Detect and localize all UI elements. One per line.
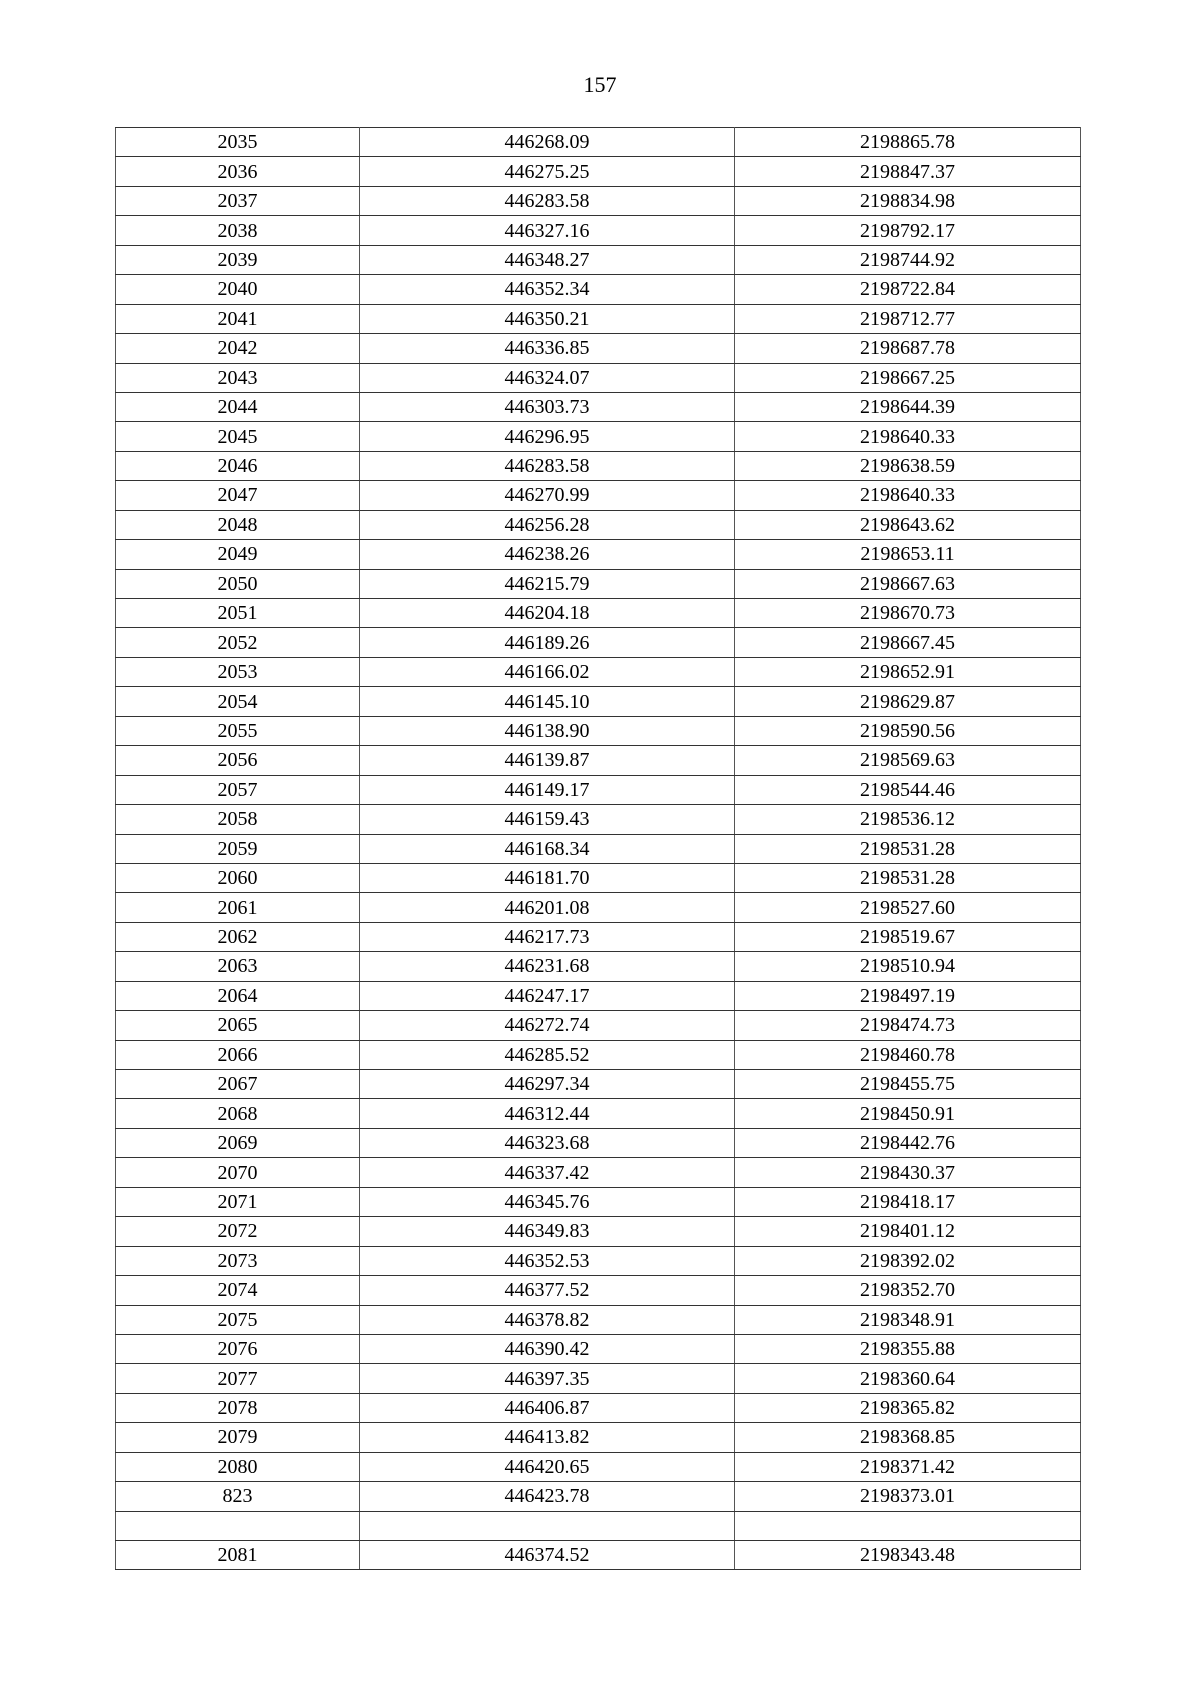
y-coordinate-cell: 2198531.28	[735, 834, 1081, 863]
y-coordinate-cell: 2198348.91	[735, 1305, 1081, 1334]
x-coordinate-cell: 446189.26	[360, 628, 735, 657]
x-coordinate-cell: 446413.82	[360, 1423, 735, 1452]
x-coordinate-cell: 446423.78	[360, 1482, 735, 1511]
x-coordinate-cell: 446352.53	[360, 1246, 735, 1275]
point-id-cell	[116, 1511, 360, 1540]
x-coordinate-cell: 446270.99	[360, 481, 735, 510]
point-id-cell: 2038	[116, 216, 360, 245]
table-row	[116, 922, 1081, 951]
y-coordinate-cell: 2198643.62	[735, 510, 1081, 539]
y-coordinate-cell: 2198722.84	[735, 275, 1081, 304]
point-id-cell: 2060	[116, 863, 360, 892]
x-coordinate-cell: 446303.73	[360, 392, 735, 421]
x-coordinate-cell: 446238.26	[360, 540, 735, 569]
table-row	[116, 657, 1081, 686]
table-row	[116, 775, 1081, 804]
table-row	[116, 1070, 1081, 1099]
y-coordinate-cell: 2198392.02	[735, 1246, 1081, 1275]
table-row	[116, 981, 1081, 1010]
table-row	[116, 863, 1081, 892]
table-row	[116, 1511, 1081, 1540]
y-coordinate-cell: 2198343.48	[735, 1541, 1081, 1570]
table-row	[116, 1128, 1081, 1157]
x-coordinate-cell: 446297.34	[360, 1070, 735, 1099]
point-id-cell: 2071	[116, 1187, 360, 1216]
x-coordinate-cell: 446324.07	[360, 363, 735, 392]
x-coordinate-cell: 446166.02	[360, 657, 735, 686]
table-row	[116, 363, 1081, 392]
point-id-cell: 2047	[116, 481, 360, 510]
y-coordinate-cell: 2198418.17	[735, 1187, 1081, 1216]
x-coordinate-cell: 446337.42	[360, 1158, 735, 1187]
y-coordinate-cell: 2198519.67	[735, 922, 1081, 951]
point-id-cell: 2068	[116, 1099, 360, 1128]
y-coordinate-cell: 2198360.64	[735, 1364, 1081, 1393]
y-coordinate-cell: 2198865.78	[735, 128, 1081, 157]
point-id-cell: 2044	[116, 392, 360, 421]
y-coordinate-cell: 2198450.91	[735, 1099, 1081, 1128]
x-coordinate-cell: 446256.28	[360, 510, 735, 539]
point-id-cell: 2046	[116, 451, 360, 480]
y-coordinate-cell: 2198638.59	[735, 451, 1081, 480]
coordinate-table	[115, 127, 1081, 1570]
table-row	[116, 746, 1081, 775]
x-coordinate-cell: 446145.10	[360, 687, 735, 716]
x-coordinate-cell: 446247.17	[360, 981, 735, 1010]
x-coordinate-cell: 446201.08	[360, 893, 735, 922]
x-coordinate-cell: 446283.58	[360, 186, 735, 215]
x-coordinate-cell: 446275.25	[360, 157, 735, 186]
point-id-cell: 2057	[116, 775, 360, 804]
x-coordinate-cell: 446397.35	[360, 1364, 735, 1393]
point-id-cell: 2045	[116, 422, 360, 451]
table-row	[116, 1334, 1081, 1363]
point-id-cell: 2074	[116, 1276, 360, 1305]
point-id-cell: 2075	[116, 1305, 360, 1334]
table-row	[116, 1187, 1081, 1216]
table-row	[116, 1276, 1081, 1305]
y-coordinate-cell: 2198569.63	[735, 746, 1081, 775]
y-coordinate-cell	[735, 1511, 1081, 1540]
x-coordinate-cell: 446348.27	[360, 245, 735, 274]
y-coordinate-cell: 2198442.76	[735, 1128, 1081, 1157]
y-coordinate-cell: 2198590.56	[735, 716, 1081, 745]
y-coordinate-cell: 2198368.85	[735, 1423, 1081, 1452]
x-coordinate-cell: 446231.68	[360, 952, 735, 981]
point-id-cell: 2069	[116, 1128, 360, 1157]
table-row	[116, 1364, 1081, 1393]
table-row	[116, 569, 1081, 598]
point-id-cell: 2059	[116, 834, 360, 863]
table-row	[116, 392, 1081, 421]
y-coordinate-cell: 2198536.12	[735, 805, 1081, 834]
table-row	[116, 1393, 1081, 1422]
x-coordinate-cell: 446327.16	[360, 216, 735, 245]
y-coordinate-cell: 2198667.63	[735, 569, 1081, 598]
point-id-cell: 2037	[116, 186, 360, 215]
x-coordinate-cell: 446390.42	[360, 1334, 735, 1363]
x-coordinate-cell: 446283.58	[360, 451, 735, 480]
x-coordinate-cell: 446374.52	[360, 1541, 735, 1570]
table-row	[116, 245, 1081, 274]
point-id-cell: 2040	[116, 275, 360, 304]
x-coordinate-cell: 446138.90	[360, 716, 735, 745]
point-id-cell: 2073	[116, 1246, 360, 1275]
table-row	[116, 687, 1081, 716]
table-row	[116, 834, 1081, 863]
x-coordinate-cell: 446323.68	[360, 1128, 735, 1157]
point-id-cell: 2070	[116, 1158, 360, 1187]
x-coordinate-cell: 446336.85	[360, 334, 735, 363]
y-coordinate-cell: 2198510.94	[735, 952, 1081, 981]
point-id-cell: 2067	[116, 1070, 360, 1099]
y-coordinate-cell: 2198355.88	[735, 1334, 1081, 1363]
y-coordinate-cell: 2198653.11	[735, 540, 1081, 569]
point-id-cell: 2081	[116, 1541, 360, 1570]
point-id-cell: 2077	[116, 1364, 360, 1393]
x-coordinate-cell: 446285.52	[360, 1040, 735, 1069]
table-row	[116, 716, 1081, 745]
y-coordinate-cell: 2198497.19	[735, 981, 1081, 1010]
y-coordinate-cell: 2198670.73	[735, 599, 1081, 628]
y-coordinate-cell: 2198644.39	[735, 392, 1081, 421]
table-row	[116, 952, 1081, 981]
y-coordinate-cell: 2198792.17	[735, 216, 1081, 245]
table-row	[116, 128, 1081, 157]
table-row	[116, 481, 1081, 510]
x-coordinate-cell	[360, 1511, 735, 1540]
point-id-cell: 2064	[116, 981, 360, 1010]
x-coordinate-cell: 446420.65	[360, 1452, 735, 1481]
point-id-cell: 2050	[116, 569, 360, 598]
table-row	[116, 1452, 1081, 1481]
y-coordinate-cell: 2198544.46	[735, 775, 1081, 804]
point-id-cell: 2043	[116, 363, 360, 392]
point-id-cell: 2035	[116, 128, 360, 157]
table-row	[116, 893, 1081, 922]
y-coordinate-cell: 2198712.77	[735, 304, 1081, 333]
x-coordinate-cell: 446377.52	[360, 1276, 735, 1305]
point-id-cell: 2051	[116, 599, 360, 628]
table-row	[116, 628, 1081, 657]
x-coordinate-cell: 446406.87	[360, 1393, 735, 1422]
y-coordinate-cell: 2198527.60	[735, 893, 1081, 922]
y-coordinate-cell: 2198531.28	[735, 863, 1081, 892]
y-coordinate-cell: 2198667.45	[735, 628, 1081, 657]
table-row	[116, 422, 1081, 451]
table-row	[116, 216, 1081, 245]
point-id-cell: 2066	[116, 1040, 360, 1069]
table-row	[116, 510, 1081, 539]
point-id-cell: 2053	[116, 657, 360, 686]
x-coordinate-cell: 446272.74	[360, 1011, 735, 1040]
point-id-cell: 2039	[116, 245, 360, 274]
point-id-cell: 2036	[116, 157, 360, 186]
point-id-cell: 2055	[116, 716, 360, 745]
point-id-cell: 2078	[116, 1393, 360, 1422]
y-coordinate-cell: 2198365.82	[735, 1393, 1081, 1422]
x-coordinate-cell: 446159.43	[360, 805, 735, 834]
table-row	[116, 1158, 1081, 1187]
table-row	[116, 1011, 1081, 1040]
y-coordinate-cell: 2198640.33	[735, 422, 1081, 451]
x-coordinate-cell: 446217.73	[360, 922, 735, 951]
x-coordinate-cell: 446378.82	[360, 1305, 735, 1334]
y-coordinate-cell: 2198652.91	[735, 657, 1081, 686]
table-row	[116, 157, 1081, 186]
table-row	[116, 1040, 1081, 1069]
y-coordinate-cell: 2198744.92	[735, 245, 1081, 274]
point-id-cell: 2056	[116, 746, 360, 775]
x-coordinate-cell: 446181.70	[360, 863, 735, 892]
y-coordinate-cell: 2198455.75	[735, 1070, 1081, 1099]
table-row	[116, 186, 1081, 215]
y-coordinate-cell: 2198352.70	[735, 1276, 1081, 1305]
x-coordinate-cell: 446215.79	[360, 569, 735, 598]
point-id-cell: 2061	[116, 893, 360, 922]
table-row	[116, 1305, 1081, 1334]
x-coordinate-cell: 446349.83	[360, 1217, 735, 1246]
point-id-cell: 2049	[116, 540, 360, 569]
y-coordinate-cell: 2198834.98	[735, 186, 1081, 215]
y-coordinate-cell: 2198474.73	[735, 1011, 1081, 1040]
table-row	[116, 805, 1081, 834]
table-row	[116, 1423, 1081, 1452]
table-row	[116, 304, 1081, 333]
point-id-cell: 2063	[116, 952, 360, 981]
point-id-cell: 2052	[116, 628, 360, 657]
point-id-cell: 2058	[116, 805, 360, 834]
point-id-cell: 2065	[116, 1011, 360, 1040]
point-id-cell: 2079	[116, 1423, 360, 1452]
x-coordinate-cell: 446139.87	[360, 746, 735, 775]
table-row	[116, 1482, 1081, 1511]
page-number: 157	[583, 72, 617, 97]
table-row	[116, 275, 1081, 304]
point-id-cell: 2041	[116, 304, 360, 333]
y-coordinate-cell: 2198629.87	[735, 687, 1081, 716]
y-coordinate-cell: 2198687.78	[735, 334, 1081, 363]
x-coordinate-cell: 446268.09	[360, 128, 735, 157]
point-id-cell: 2048	[116, 510, 360, 539]
x-coordinate-cell: 446312.44	[360, 1099, 735, 1128]
coordinate-table-body	[116, 128, 1081, 1570]
y-coordinate-cell: 2198667.25	[735, 363, 1081, 392]
point-id-cell: 2054	[116, 687, 360, 716]
x-coordinate-cell: 446168.34	[360, 834, 735, 863]
table-row	[116, 540, 1081, 569]
table-row	[116, 1541, 1081, 1570]
y-coordinate-cell: 2198430.37	[735, 1158, 1081, 1187]
table-row	[116, 1217, 1081, 1246]
point-id-cell: 2062	[116, 922, 360, 951]
table-row	[116, 599, 1081, 628]
y-coordinate-cell: 2198401.12	[735, 1217, 1081, 1246]
x-coordinate-cell: 446149.17	[360, 775, 735, 804]
table-row	[116, 1246, 1081, 1275]
x-coordinate-cell: 446204.18	[360, 599, 735, 628]
y-coordinate-cell: 2198847.37	[735, 157, 1081, 186]
point-id-cell: 823	[116, 1482, 360, 1511]
point-id-cell: 2076	[116, 1334, 360, 1363]
y-coordinate-cell: 2198460.78	[735, 1040, 1081, 1069]
point-id-cell: 2072	[116, 1217, 360, 1246]
y-coordinate-cell: 2198371.42	[735, 1452, 1081, 1481]
x-coordinate-cell: 446296.95	[360, 422, 735, 451]
table-row	[116, 451, 1081, 480]
x-coordinate-cell: 446352.34	[360, 275, 735, 304]
point-id-cell: 2080	[116, 1452, 360, 1481]
y-coordinate-cell: 2198373.01	[735, 1482, 1081, 1511]
x-coordinate-cell: 446350.21	[360, 304, 735, 333]
x-coordinate-cell: 446345.76	[360, 1187, 735, 1216]
point-id-cell: 2042	[116, 334, 360, 363]
y-coordinate-cell: 2198640.33	[735, 481, 1081, 510]
table-row	[116, 1099, 1081, 1128]
table-row	[116, 334, 1081, 363]
